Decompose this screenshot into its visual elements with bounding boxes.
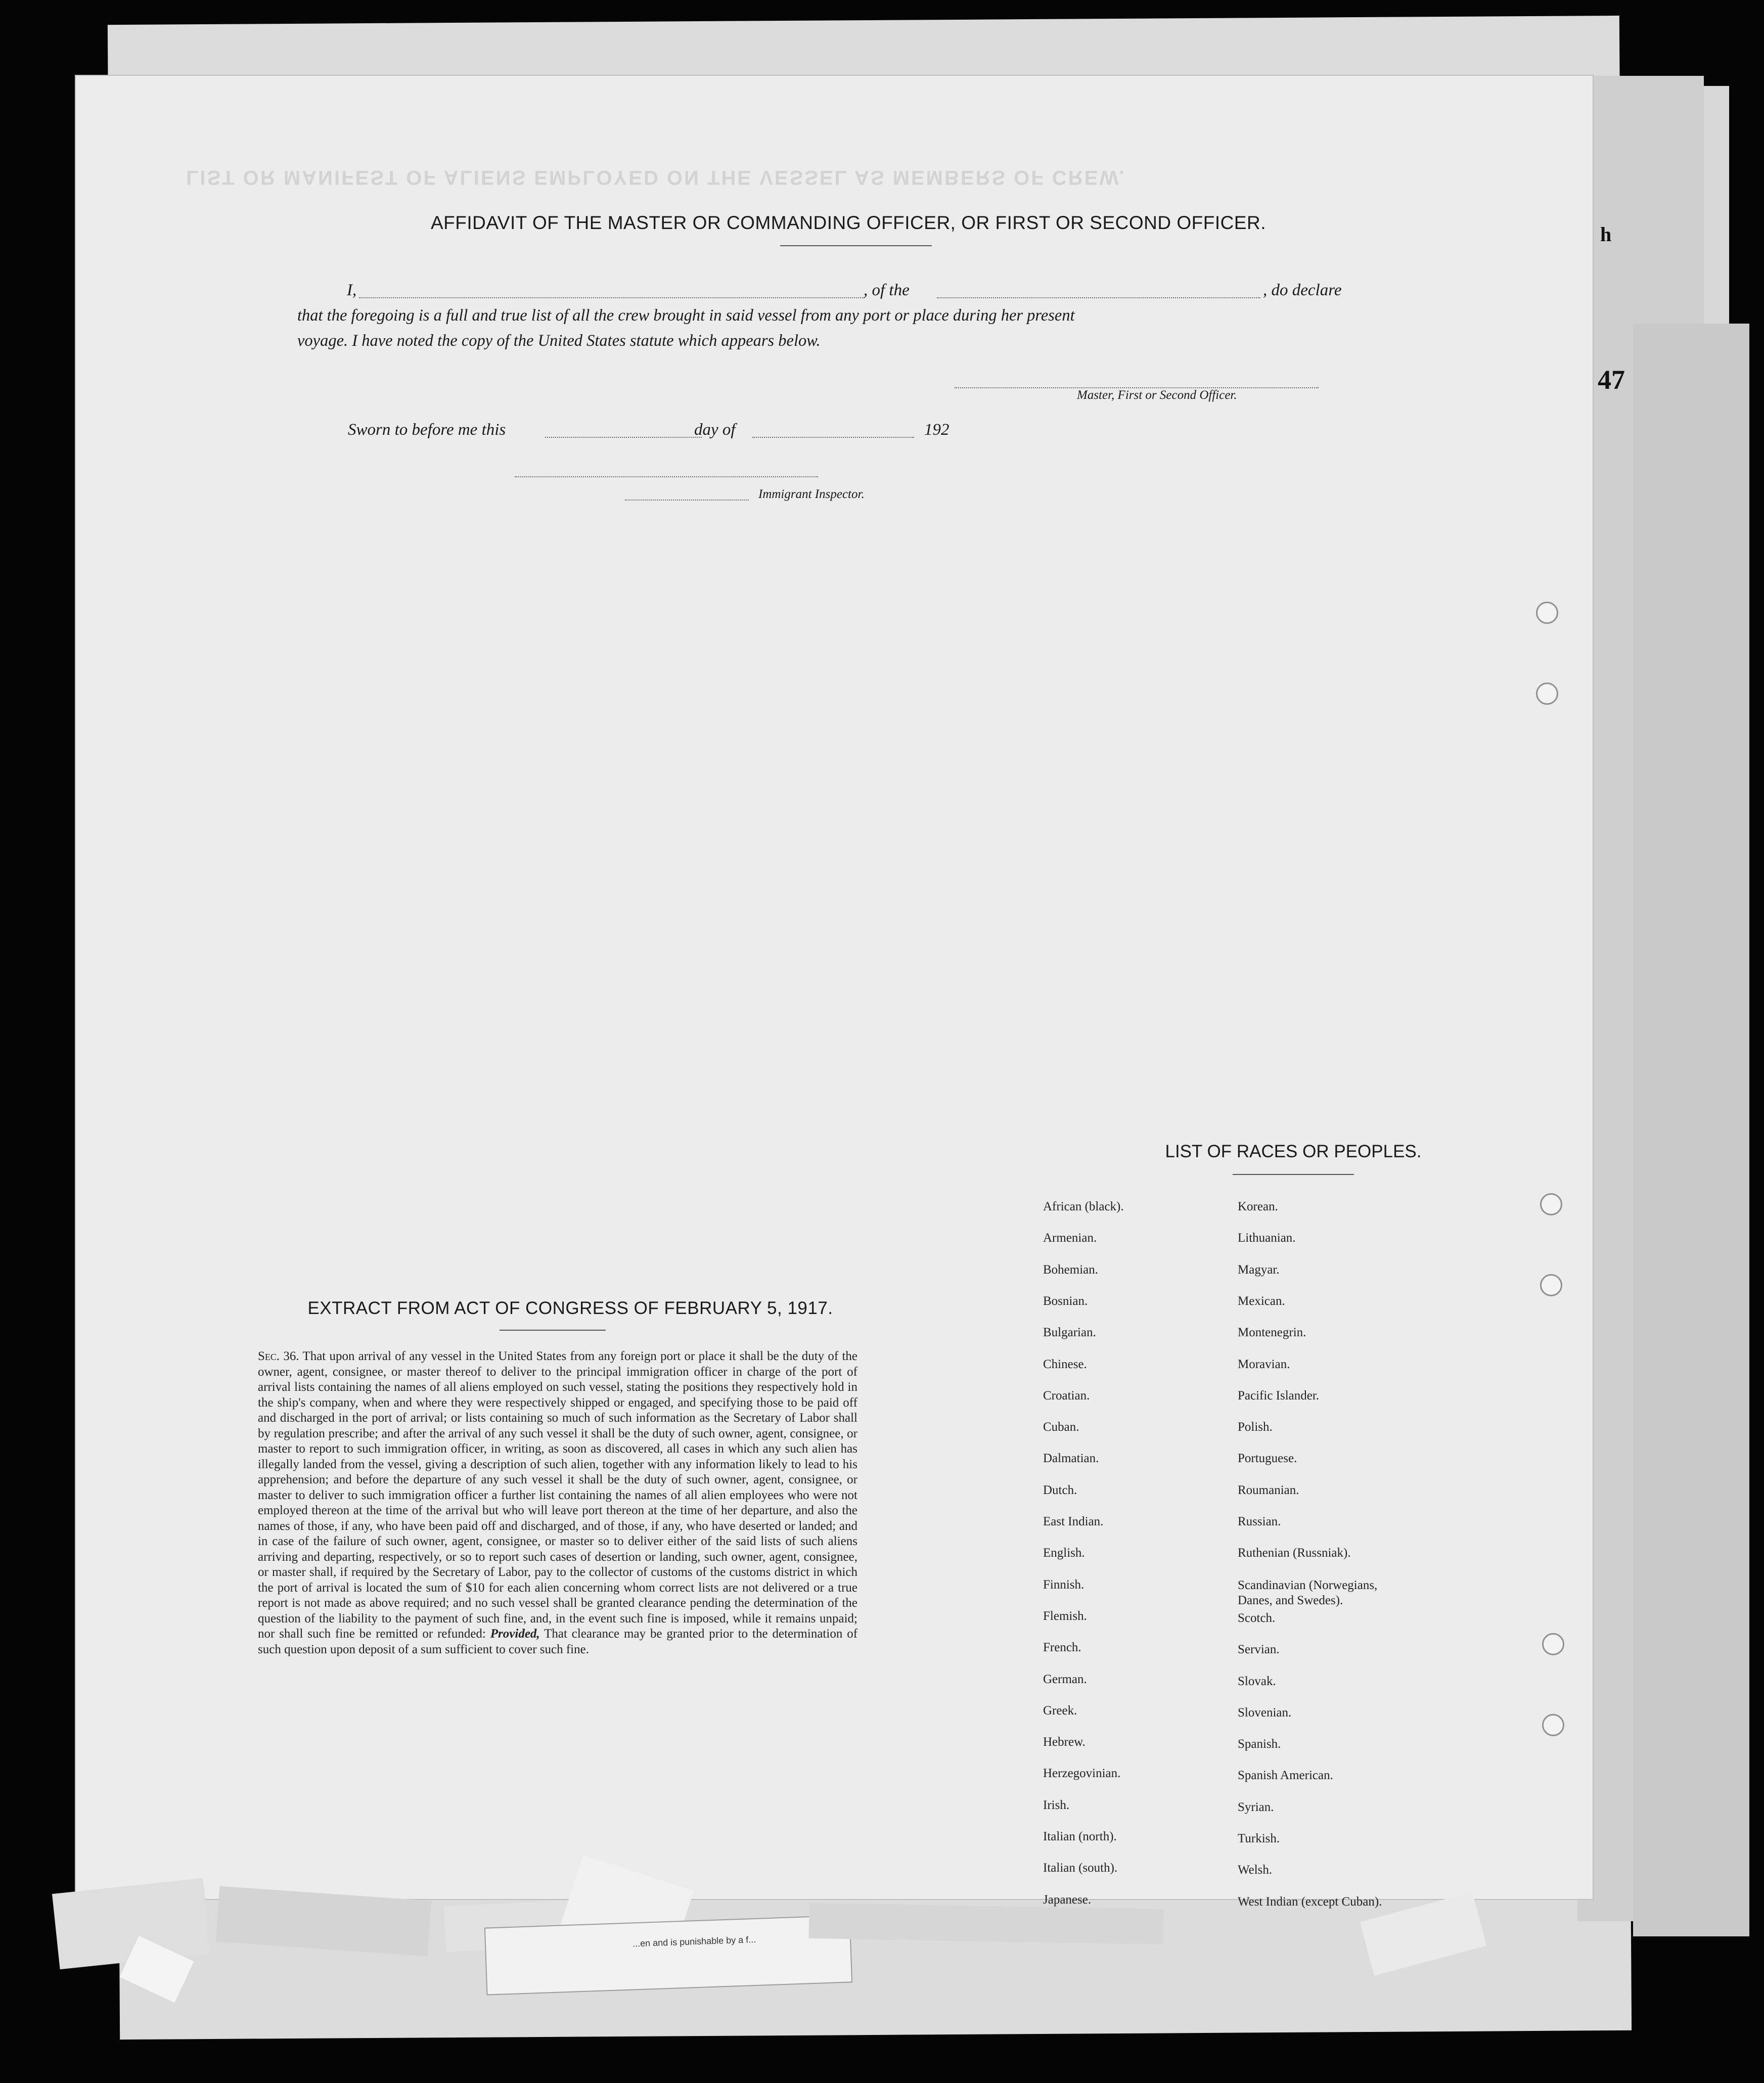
race-item: Servian. [1238,1643,1280,1656]
race-item: Portuguese. [1238,1452,1297,1465]
extract-text-part-2: That clearance may be granted prior to the determination of such question upon deposit of a sum sufficient to cover such fine. [258,1627,858,1656]
race-item: Russian. [1238,1515,1281,1528]
title-underline [780,245,932,246]
race-item: English. [1043,1546,1085,1560]
day-of-label: day of [694,421,736,439]
punch-hole [1542,1633,1564,1655]
inspector-signature-upper-rule [515,476,818,477]
inspector-label: Immigrant Inspector. [758,487,865,501]
punch-hole [1536,602,1558,624]
race-item: Bulgarian. [1043,1326,1096,1339]
margin-mark-h: h [1600,223,1612,246]
race-item: Cuban. [1043,1420,1079,1434]
punch-hole [1540,1274,1562,1296]
race-item: Lithuanian. [1238,1231,1296,1245]
race-item: Greek. [1043,1704,1077,1717]
torn-paper-fragment [808,1903,1163,1944]
race-item: Finnish. [1043,1578,1084,1592]
affidavit-do-declare-label: , do declare [1263,281,1342,299]
inspector-signature-field[interactable] [625,500,749,501]
underlying-sheet-edge [1633,324,1749,1936]
race-item: Italian (north). [1043,1830,1117,1843]
footer-fragment-text: ...en and is punishable by a f... [632,1934,756,1949]
race-item: Slovak. [1238,1674,1276,1688]
race-item: Bosnian. [1043,1294,1088,1308]
race-item: Polish. [1238,1420,1273,1434]
extract-body [258,1349,857,1657]
bleed-through-header: LIST OR MANIFEST OF ALIENS EMPLOYED ON THE VESSEL AS MEMBERS OF CREW. [186,166,1126,189]
race-item: Italian (south). [1043,1861,1118,1875]
sworn-month-field[interactable] [752,437,914,438]
race-item: Ruthenian (Russniak). [1238,1546,1351,1560]
master-signature-label: Master, First or Second Officer. [1077,388,1237,402]
affidavit-title: AFFIDAVIT OF THE MASTER OR COMMANDING OFFICER, OR FIRST OR SECOND OFFICER. [430,212,1267,233]
provided-label: Provided, [490,1627,540,1641]
race-item: Irish. [1043,1798,1070,1812]
race-item: Montenegrin. [1238,1326,1306,1339]
torn-footer-strip [484,1915,852,1995]
race-item: Slovenian. [1238,1706,1292,1719]
races-title: LIST OF RACES OR PEOPLES. [1165,1142,1422,1161]
sworn-label: Sworn to before me this [348,421,506,439]
race-item: Korean. [1238,1200,1278,1213]
race-item: Dutch. [1043,1483,1077,1497]
race-item: Spanish American. [1238,1769,1333,1782]
race-item: Japanese. [1043,1893,1092,1907]
race-item: Moravian. [1238,1357,1290,1371]
declaration-line-2: voyage. I have noted the copy of the United States statute which appears below. [297,332,821,350]
affidavit-of-the-label: , of the [864,281,910,299]
race-item: Chinese. [1043,1357,1087,1371]
punch-hole [1536,683,1558,705]
race-item: Syrian. [1238,1800,1274,1814]
race-item: East Indian. [1043,1515,1104,1528]
affidavit-i-label: I, [347,281,357,299]
race-item: Roumanian. [1238,1483,1299,1497]
race-item: Bohemian. [1043,1263,1099,1277]
race-item: Flemish. [1043,1609,1087,1623]
punch-hole [1542,1714,1564,1736]
race-item: Turkish. [1238,1832,1280,1845]
race-item: Welsh. [1238,1863,1273,1877]
race-item: African (black). [1043,1200,1124,1213]
race-item: Scandinavian (Norwegians, Danes, and Swedes). [1238,1578,1378,1607]
extract-title-underline [500,1330,606,1331]
vessel-name-field[interactable] [937,297,1260,298]
race-item: Dalmatian. [1043,1452,1099,1465]
race-item: Magyar. [1238,1263,1280,1277]
master-name-field[interactable] [359,297,865,298]
manifest-page [75,75,1594,1909]
race-item: Scotch. [1238,1611,1276,1625]
race-item: Herzegovinian. [1043,1767,1121,1780]
race-item: Armenian. [1043,1231,1097,1245]
extract-text-part-1: That upon arrival of any vessel in the United States from any foreign port or place it shall be the duty of the owner, agent, consignee, or master thereof to deliver to the principal immigration officer in charge of the port of arrival lists containing the names of all aliens employed on such vessel, stating the positions they respectively hold in the ship's company, when and where they were respectively shipped or engaged, and specifying those to be paid off and discharged in the port of arrival; or lists containing so much of such information as the Secretary of Labor shall by regulation prescribe; and after the arrival of any such vessel it shall be the duty of such owner, agent, consignee, or master to report to such immigration officer, in writing, as soon as discovered, all cases in which any such alien has illegally landed from the vessel, giving a description of such alien, together with any information likely to lead to his apprehension; and before the departure of any such vessel it shall be the duty of such owner, agent, consignee, or master to deliver to such immigration officer a further list containing the names of all alien employees who were not employed thereon at the time of the arrival but who will leave port thereon at the time of her departure, and also the names of those, if any, who have been paid off and discharged, and of those, if any, who have deserted or landed; and in case of the failure of such owner, agent, consignee, or master so to deliver either of the said lists of such aliens arriving and departing, respectively, or so to report such cases of desertion or landing, such owner, agent, consignee, or master shall, if required by the Secretary of Labor, pay to the collector of customs of the customs district in which the port of arrival is located the sum of $10 for each alien concerning whom correct lists are not delivered or a true report is not made as above required; and no such vessel shall be granted clearance pending the determination of the question of the liability to the payment of such fine, and, in the event such fine is imposed, while it remains unpaid; nor shall such fine be remitted or refunded: [258,1349,857,1641]
races-title-underline [1233,1174,1354,1175]
race-item: Pacific Islander. [1238,1389,1320,1402]
race-item: French. [1043,1641,1081,1654]
punch-hole [1540,1193,1562,1215]
race-item: Croatian. [1043,1389,1090,1402]
declaration-line-1: that the foregoing is a full and true list of all the crew brought in said vessel from any port or place during her present [297,306,1075,325]
race-item: Spanish. [1238,1737,1281,1751]
race-item: Mexican. [1238,1294,1285,1308]
year-prefix-label: 192 [924,421,949,439]
race-item: Hebrew. [1043,1735,1085,1749]
race-item: German. [1043,1672,1087,1686]
margin-mark-47: 47 [1598,365,1625,395]
section-label: Sec. 36. [258,1349,299,1363]
race-item: West Indian (except Cuban). [1238,1895,1382,1909]
sworn-day-field[interactable] [545,437,702,438]
extract-title: EXTRACT FROM ACT OF CONGRESS OF FEBRUARY 5, 1917. [307,1298,833,1318]
